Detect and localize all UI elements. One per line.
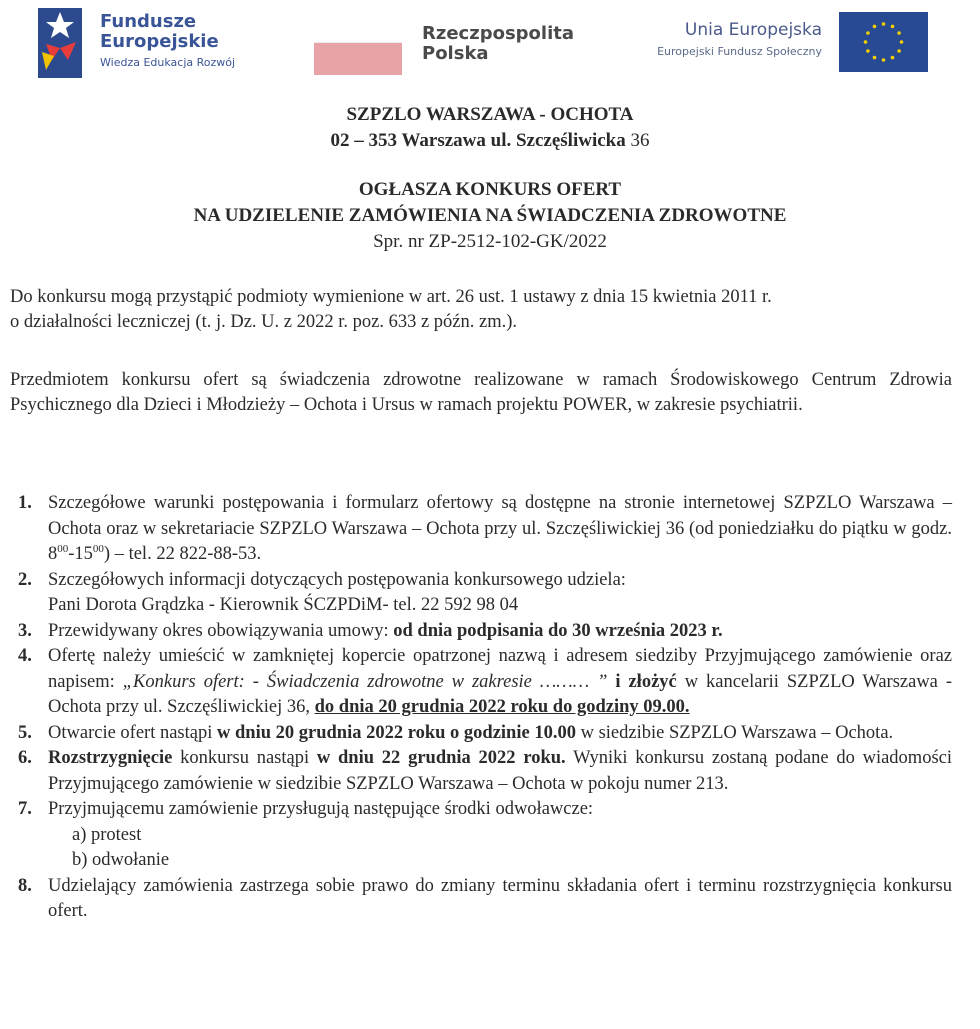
announce-title: OGŁASZA KONKURS OFERT [358,179,622,200]
eu-star-icon [897,31,901,35]
list-item [10,491,952,568]
item4-text2: w kancelarii SZPZLO Warszawa - Ochota przy ul. Szczęśliwickiej 36, [48,671,953,717]
org-address [0,128,980,154]
list-item [10,746,952,797]
fundusze-europejskie-logo-icon [38,8,82,78]
item2-line1: Szczegółowych informacji dotyczących postępowania konkursowego udziela: [48,569,626,590]
item5-text2: w siedzibie SZPZLO Warszawa – Ochota. [575,722,894,743]
eligibility-line2: o działalności leczniczej (t. j. Dz. U. z 2022 r. poz. 633 z późn. zm.). [10,312,518,332]
announcement-header [0,177,980,255]
org-address-prefix: 02 – 353 Warszawa ul. Szczęśliwicka [330,130,626,151]
ue-subtitle: Europejski Fundusz Społeczny [657,45,822,58]
rp-line2: Polska [422,43,489,64]
list-item [10,619,952,645]
logo-band [0,0,980,90]
list-item [10,874,952,925]
item1-mid: -15 [68,544,93,564]
item6-text2: Wyniki konkursu zostaną podane do wiadomości Przyjmującego zamówienie w siedzibie SZPZLO Warszawa – Ochota w pokoju numer 213. [48,748,953,794]
item4-deadline: do dnia 20 grudnia 2022 roku do godziny 09.00. [314,697,690,717]
subject-paragraph: Przedmiotem konkursu ofert są świadczenia zdrowotne realizowane w ramach Środowiskowego Centrum Zdrowia Psychicznego dla Dzieci i Młodzieży – Ochota i Ursus w ramach projektu POWER, w zakresie psychiatrii. [10,370,952,415]
sub-list-item-odwolanie: b) odwołanie [72,850,170,870]
fundusze-tagline: Wiedza Edukacja Rozwój [100,56,236,69]
list-item-number: 3. [18,620,32,641]
eu-star-icon [900,40,904,44]
item6-bold2: w dniu 22 grudnia 2022 roku. [316,748,566,768]
list-item-number: 1. [18,493,32,513]
eligibility-paragraph [10,285,952,335]
list-item [10,568,952,619]
item6-bold1: Rozstrzygnięcie [48,748,173,768]
list-item [10,797,952,874]
eu-star-icon [864,40,868,44]
list-item-number: 4. [18,646,32,666]
announce-subtitle: NA UDZIELENIE ZAMÓWIENIA NA ŚWIADCZENIA ZDROWOTNE [193,205,787,226]
eu-flag-icon [839,12,928,72]
item4-bold1: i złożyć [607,671,677,692]
item1-sup-start: 00 [57,542,69,555]
item3-bold: od dnia podpisania do 30 września 2023 r. [393,620,723,641]
item5-bold: w dniu 20 grudnia 2022 roku o godzinie 10.00 [217,722,576,743]
eu-star-icon [891,56,895,60]
list-item-number: 7. [18,799,32,819]
fundusze-line2: Europejskie [100,31,219,52]
list-item [10,644,952,721]
item8-text: Udzielający zamówienia zastrzega sobie prawo do zmiany terminu składania ofert i terminu rozstrzygnięcia konkursu ofert. [48,875,952,921]
polish-flag-icon [314,42,402,75]
ue-title: Unia Europejska [684,20,822,40]
case-number: Spr. nr ZP-2512-102-GK/2022 [373,231,607,252]
fundusze-europejskie-text [100,12,235,69]
eu-star-icon [873,25,877,29]
sub-list-item-protest: a) protest [72,824,142,845]
item7-text: Przyjmującemu zamówienie przysługują następujące środki odwoławcze: [48,799,594,819]
item6-text1: konkursu nastąpi [172,748,317,768]
item3-text: Przewidywany okres obowiązywania umowy: [48,620,394,641]
appeal-measures-list [48,823,952,874]
rzeczpospolita-text [422,24,574,64]
eu-star-icon [882,58,886,62]
item1-sup-end: 00 [92,542,104,555]
item5-text1: Otwarcie ofert nastąpi [48,722,217,743]
list-item [10,721,952,747]
conditions-list [10,491,952,925]
rp-line1: Rzeczpospolita [422,23,574,44]
list-item-number: 8. [18,875,32,896]
unia-europejska-text [657,20,822,58]
eu-star-icon [891,25,895,29]
fundusze-line1: Fundusze [100,11,197,32]
eu-star-icon [866,49,870,53]
org-address-number: 36 [630,130,650,151]
eligibility-line1: Do konkursu mogą przystąpić podmioty wymienione w art. 26 ust. 1 ustawy z dnia 15 kwietnia 2011 r. [10,287,772,307]
item1-end: ) – tel. 22 822-88-53. [103,544,262,564]
org-name: SZPZLO WARSZAWA - OCHOTA [346,104,634,125]
item4-text1: Ofertę należy umieścić w zamkniętej kopercie opatrzonej nazwą i adresem siedziby Przyjmującego zamówienie oraz napisem: [48,646,952,692]
list-item-number: 6. [18,748,32,768]
list-item-number: 2. [18,569,32,590]
eu-star-icon [873,56,877,60]
list-item-number: 5. [18,722,32,743]
organization-header [0,102,980,154]
eu-star-icon [866,31,870,35]
item4-italic: „Konkurs ofert: - Świadczenia zdrowotne w zakresie ……… ” [122,671,608,692]
item2-line2: Pani Dorota Grądzka - Kierownik ŚCZPDiM- tel. 22 592 98 04 [48,595,519,615]
eu-star-icon [882,22,886,26]
eu-star-icon [897,49,901,53]
item1-text: Szczegółowe warunki postępowania i formularz ofertowy są dostępne na stronie internetowej SZPZLO Warszawa – Ochota oraz w sekretariacie SZPZLO Warszawa – Ochota przy ul. Szczęśliwickiej 36 (od poniedziałku do piątku w godz. 8 [48,493,952,564]
